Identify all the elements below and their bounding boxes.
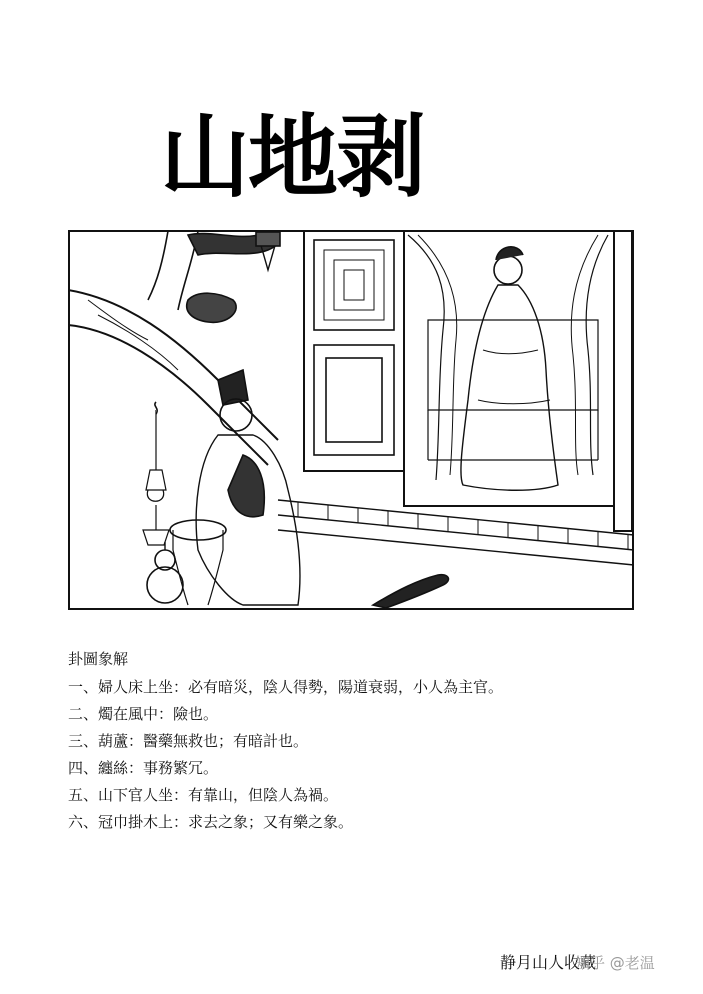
caption-item: 四、纏絲：事務繁冗。 — [68, 759, 219, 777]
caption-item: 三、葫蘆：醫藥無救也；有暗計也。 — [68, 732, 309, 750]
source-watermark: 知乎 @老温 — [575, 954, 655, 972]
page-title: 山地剥 — [160, 105, 424, 210]
caption-item: 二、燭在風中：險也。 — [68, 705, 219, 723]
caption-item: 五、山下官人坐：有靠山，但陰人為禍。 — [68, 786, 339, 804]
caption-item: 一、婦人床上坐：必有暗災，陰人得勢，陽道衰弱，小人為主官。 — [68, 678, 504, 696]
caption-heading: 卦圖象解 — [68, 650, 129, 668]
collector-credit: 静月山人收藏 — [500, 953, 597, 972]
caption-block — [68, 648, 668, 838]
caption-item: 六、冠巾掛木上：求去之象；又有樂之象。 — [68, 813, 354, 831]
woodblock-illustration — [68, 230, 634, 610]
